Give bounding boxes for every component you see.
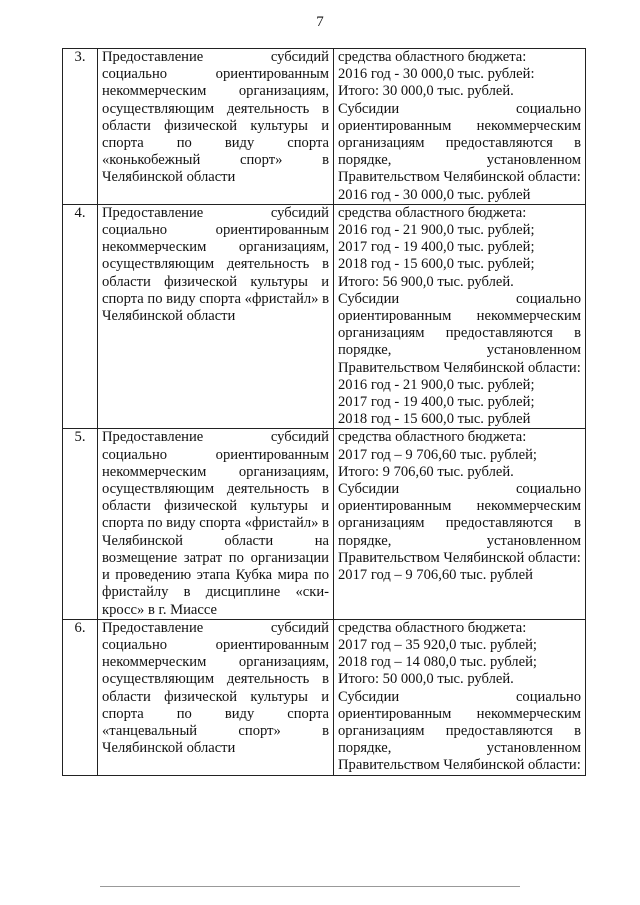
funding-line: средства областного бюджета: <box>338 429 527 446</box>
row-number: 6. <box>63 619 98 775</box>
row-description: Предоставление субсидий социально ориентированным некоммерческим организациям, осуществляющим деятельность в области физической культуры и спорта по виду спорта «фристайл» в Челябинской области <box>98 204 334 429</box>
funding-line: Субсидии социально ориентированным некоммерческим организациям предоставляются в порядке, установленном Правительством Челябинской области: <box>338 688 581 774</box>
funding-line: 2017 год – 35 920,0 тыс. рублей; <box>338 636 537 653</box>
funding-line: Итого: 9 706,60 тыс. рублей. <box>338 463 514 480</box>
row-number: 4. <box>63 204 98 429</box>
funding-line: Итого: 50 000,0 тыс. рублей. <box>338 671 514 688</box>
funding-line: 2017 год - 19 400,0 тыс. рублей; <box>338 239 535 256</box>
funding-line: 2017 год – 9 706,60 тыс. рублей; <box>338 446 537 463</box>
bottom-divider <box>100 886 520 887</box>
row-number: 3. <box>63 49 98 205</box>
funding-line: Субсидии социально ориентированным некоммерческим организациям предоставляются в порядке, установленном Правительством Челябинской области: <box>338 290 581 376</box>
page-number: 7 <box>316 14 324 30</box>
funding-line: 2017 год - 19 400,0 тыс. рублей; <box>338 394 535 411</box>
funding-line: 2018 год - 15 600,0 тыс. рублей; <box>338 256 535 273</box>
row-description: Предоставление субсидий социально ориентированным некоммерческим организациям, осуществляющим деятельность в области физической культуры и спорта по виду спорта «танцевальный спорт» в Челябинской области <box>98 619 334 775</box>
row-description: Предоставление субсидий социально ориентированным некоммерческим организациям, осуществляющим деятельность в области физической культуры и спорта по виду спорта «фристайл» в Челябинской области на возмещение затрат по организации и проведению этапа Кубка мира по фристайлу в дисциплине «ски-кросс» в г. Миассе <box>98 429 334 619</box>
funding-line: 2016 год - 30 000,0 тыс. рублей: <box>338 66 535 83</box>
row-funding <box>334 204 586 429</box>
funding-line: 2016 год - 21 900,0 тыс. рублей; <box>338 222 535 239</box>
funding-line: 2018 год – 14 080,0 тыс. рублей; <box>338 654 537 671</box>
table-row <box>63 619 586 775</box>
table-row <box>63 429 586 619</box>
table-row <box>63 204 586 429</box>
row-funding <box>334 49 586 205</box>
funding-line: 2016 год - 21 900,0 тыс. рублей; <box>338 376 535 393</box>
funding-line: Субсидии социально ориентированным некоммерческим организациям предоставляются в порядке, установленном Правительством Челябинской области: <box>338 481 581 566</box>
funding-line: средства областного бюджета: <box>338 204 527 221</box>
funding-line: Субсидии социально ориентированным некоммерческим организациям предоставляются в порядке, установленном Правительством Челябинской области: <box>338 100 581 186</box>
row-funding <box>334 429 586 619</box>
row-number: 5. <box>63 429 98 619</box>
row-funding <box>334 619 586 775</box>
funding-line: 2016 год - 30 000,0 тыс. рублей <box>338 186 531 203</box>
funding-line: 2017 год – 9 706,60 тыс. рублей <box>338 567 533 584</box>
table-row <box>63 49 586 205</box>
row-description: Предоставление субсидий социально ориентированным некоммерческим организациям, осуществляющим деятельность в области физической культуры и спорта по виду спорта «конькобежный спорт» в Челябинской области <box>98 49 334 205</box>
funding-line: средства областного бюджета: <box>338 619 527 636</box>
funding-line: Итого: 30 000,0 тыс. рублей. <box>338 83 514 100</box>
subsidies-table <box>62 48 586 776</box>
funding-line: средства областного бюджета: <box>338 49 527 65</box>
funding-line: Итого: 56 900,0 тыс. рублей. <box>338 273 514 290</box>
funding-line: 2018 год - 15 600,0 тыс. рублей <box>338 411 531 428</box>
